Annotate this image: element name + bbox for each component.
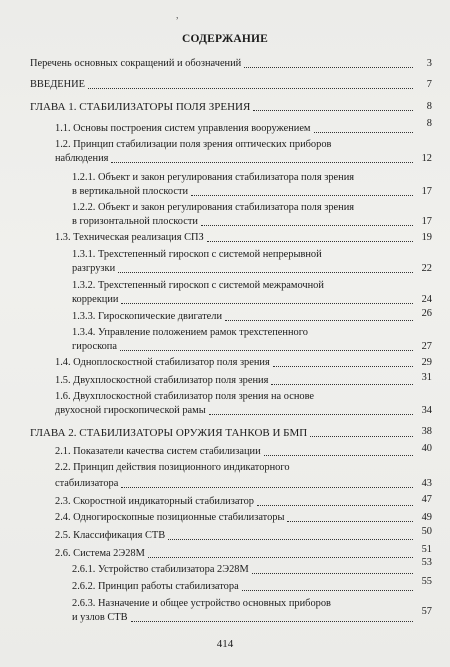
toc-entry-text: 2.3. Скоростной индикаторный стабилизатор xyxy=(55,496,254,507)
toc-entry-text: двухосной гироскопической рамы xyxy=(55,405,206,416)
toc-entry-text: стабилизатора xyxy=(55,478,119,489)
toc-page-number: 22 xyxy=(421,263,432,274)
dot-leader xyxy=(244,67,413,68)
toc-page-number: 26 xyxy=(421,308,432,319)
dot-leader xyxy=(314,132,413,133)
toc-entry-text: 1.4. Одноплоскостной стабилизатор поля зрения xyxy=(55,357,270,368)
toc-entry-text: в вертикальной плоскости xyxy=(72,186,189,197)
toc-entry-text: 2.1. Показатели качества систем стабилизации xyxy=(55,446,261,457)
toc-entry-text: коррекции xyxy=(72,294,119,305)
toc-page-number: 49 xyxy=(421,512,432,523)
dot-leader xyxy=(207,241,413,242)
toc-entry-text: 2.6.2. Принцип работы стабилизатора xyxy=(72,581,239,592)
toc-page-number: 7 xyxy=(426,79,432,90)
dot-leader xyxy=(88,88,413,89)
dot-leader xyxy=(253,110,413,111)
toc-entry-text: 1.3.3. Гироскопические двигатели xyxy=(72,311,223,322)
dot-leader xyxy=(201,225,413,226)
toc-entry-text: 2.5. Классификация СТВ xyxy=(55,530,166,541)
toc-entry-text: 2.6. Система 2Э28М xyxy=(55,548,145,559)
toc-entry-text: 2.6.3. Назначение и общее устройство основных приборов xyxy=(72,598,331,609)
toc-entry-text: и узлов СТВ xyxy=(72,612,128,623)
dot-leader xyxy=(191,195,413,196)
toc-page-number: 57 xyxy=(421,606,432,617)
toc-page-number: 8 xyxy=(426,101,432,112)
page-mark: , xyxy=(176,10,179,21)
toc-entry-text: 2.4. Одногироскопные позиционные стабилизаторы xyxy=(55,512,285,523)
toc-entry-text: 1.1. Основы построения систем управления вооружением xyxy=(55,123,311,134)
toc-page-number: 17 xyxy=(421,216,432,227)
toc-entry-text: наблюдения xyxy=(55,153,109,164)
dot-leader xyxy=(121,303,413,304)
dot-leader xyxy=(264,455,413,456)
dot-leader xyxy=(257,505,413,506)
dot-leader xyxy=(131,621,413,622)
toc-page-number: 24 xyxy=(421,294,432,305)
toc-page-number: 31 xyxy=(421,372,432,383)
toc-entry-text: 1.5. Двухплоскостной стабилизатор поля зрения xyxy=(55,375,269,386)
toc-page-number: 47 xyxy=(421,494,432,505)
toc-entry-text: 1.3. Техническая реализация СПЗ xyxy=(55,232,204,243)
toc-entry-text: 1.6. Двухплоскостной стабилизатор поля зрения на основе xyxy=(55,391,315,402)
toc-page-number: 38 xyxy=(421,426,432,437)
toc-entry-text: 2.2. Принцип действия позиционного индикаторного xyxy=(55,462,290,473)
toc-entry-text: в горизонтальной плоскости xyxy=(72,216,198,227)
toc-entry-text: 1.3.4. Управление положением рамок трехстепенного xyxy=(72,327,308,338)
toc-page-number: 53 xyxy=(421,557,432,568)
toc-entry-text: ВВЕДЕНИЕ xyxy=(30,79,85,90)
toc-page-number: 27 xyxy=(421,341,432,352)
toc-page-number: 50 xyxy=(421,526,432,537)
toc-page-number: 8 xyxy=(426,118,432,129)
toc-page-number: 40 xyxy=(421,443,432,454)
toc-title: СОДЕРЖАНИЕ xyxy=(181,33,269,45)
toc-page-number: 3 xyxy=(426,58,432,69)
toc-page-number: 43 xyxy=(421,478,432,489)
toc-page-number: 55 xyxy=(421,576,432,587)
toc-entry-text: ГЛАВА 2. СТАБИЛИЗАТОРЫ ОРУЖИЯ ТАНКОВ И БМП xyxy=(30,427,308,439)
dot-leader xyxy=(271,384,413,385)
toc-page-number: 34 xyxy=(421,405,432,416)
toc-page-number: 29 xyxy=(421,357,432,368)
dot-leader xyxy=(310,436,413,437)
toc-entry-text: 1.3.1. Трехстепенный гироскоп с системой непрерывной xyxy=(72,249,322,260)
toc-entry-text: ГЛАВА 1. СТАБИЛИЗАТОРЫ ПОЛЯ ЗРЕНИЯ xyxy=(30,101,251,113)
dot-leader xyxy=(111,162,413,163)
dot-leader xyxy=(121,487,413,488)
toc-entry-text: 1.2.1. Объект и закон регулирования стабилизатора поля зрения xyxy=(72,172,355,183)
dot-leader xyxy=(287,521,413,522)
dot-leader xyxy=(242,590,413,591)
dot-leader xyxy=(225,320,413,321)
dot-leader xyxy=(118,272,413,273)
dot-leader xyxy=(209,414,413,415)
toc-page-number: 19 xyxy=(421,232,432,243)
toc-entry-text: разгрузки xyxy=(72,263,116,274)
toc-entry-text: гироскопа xyxy=(72,341,117,352)
dot-leader xyxy=(273,366,413,367)
dot-leader xyxy=(252,573,413,574)
dot-leader xyxy=(148,557,413,558)
toc-entry-text: 2.6.1. Устройство стабилизатора 2Э28М xyxy=(72,564,249,575)
dot-leader xyxy=(120,350,413,351)
toc-entry-text: 1.3.2. Трехстепенный гироскоп с системой межрамочной xyxy=(72,280,324,291)
toc-entry-text: 1.2.2. Объект и закон регулирования стабилизатора поля зрения xyxy=(72,202,355,213)
toc-entry-text: 1.2. Принцип стабилизации поля зрения оптических приборов xyxy=(55,139,332,150)
toc-page-number: 12 xyxy=(421,153,432,164)
dot-leader xyxy=(168,539,413,540)
toc-page-number: 51 xyxy=(421,544,432,555)
toc-entry-text: Перечень основных сокращений и обозначений xyxy=(30,58,242,69)
toc-page-number: 17 xyxy=(421,186,432,197)
page-number: 414 xyxy=(216,638,234,650)
